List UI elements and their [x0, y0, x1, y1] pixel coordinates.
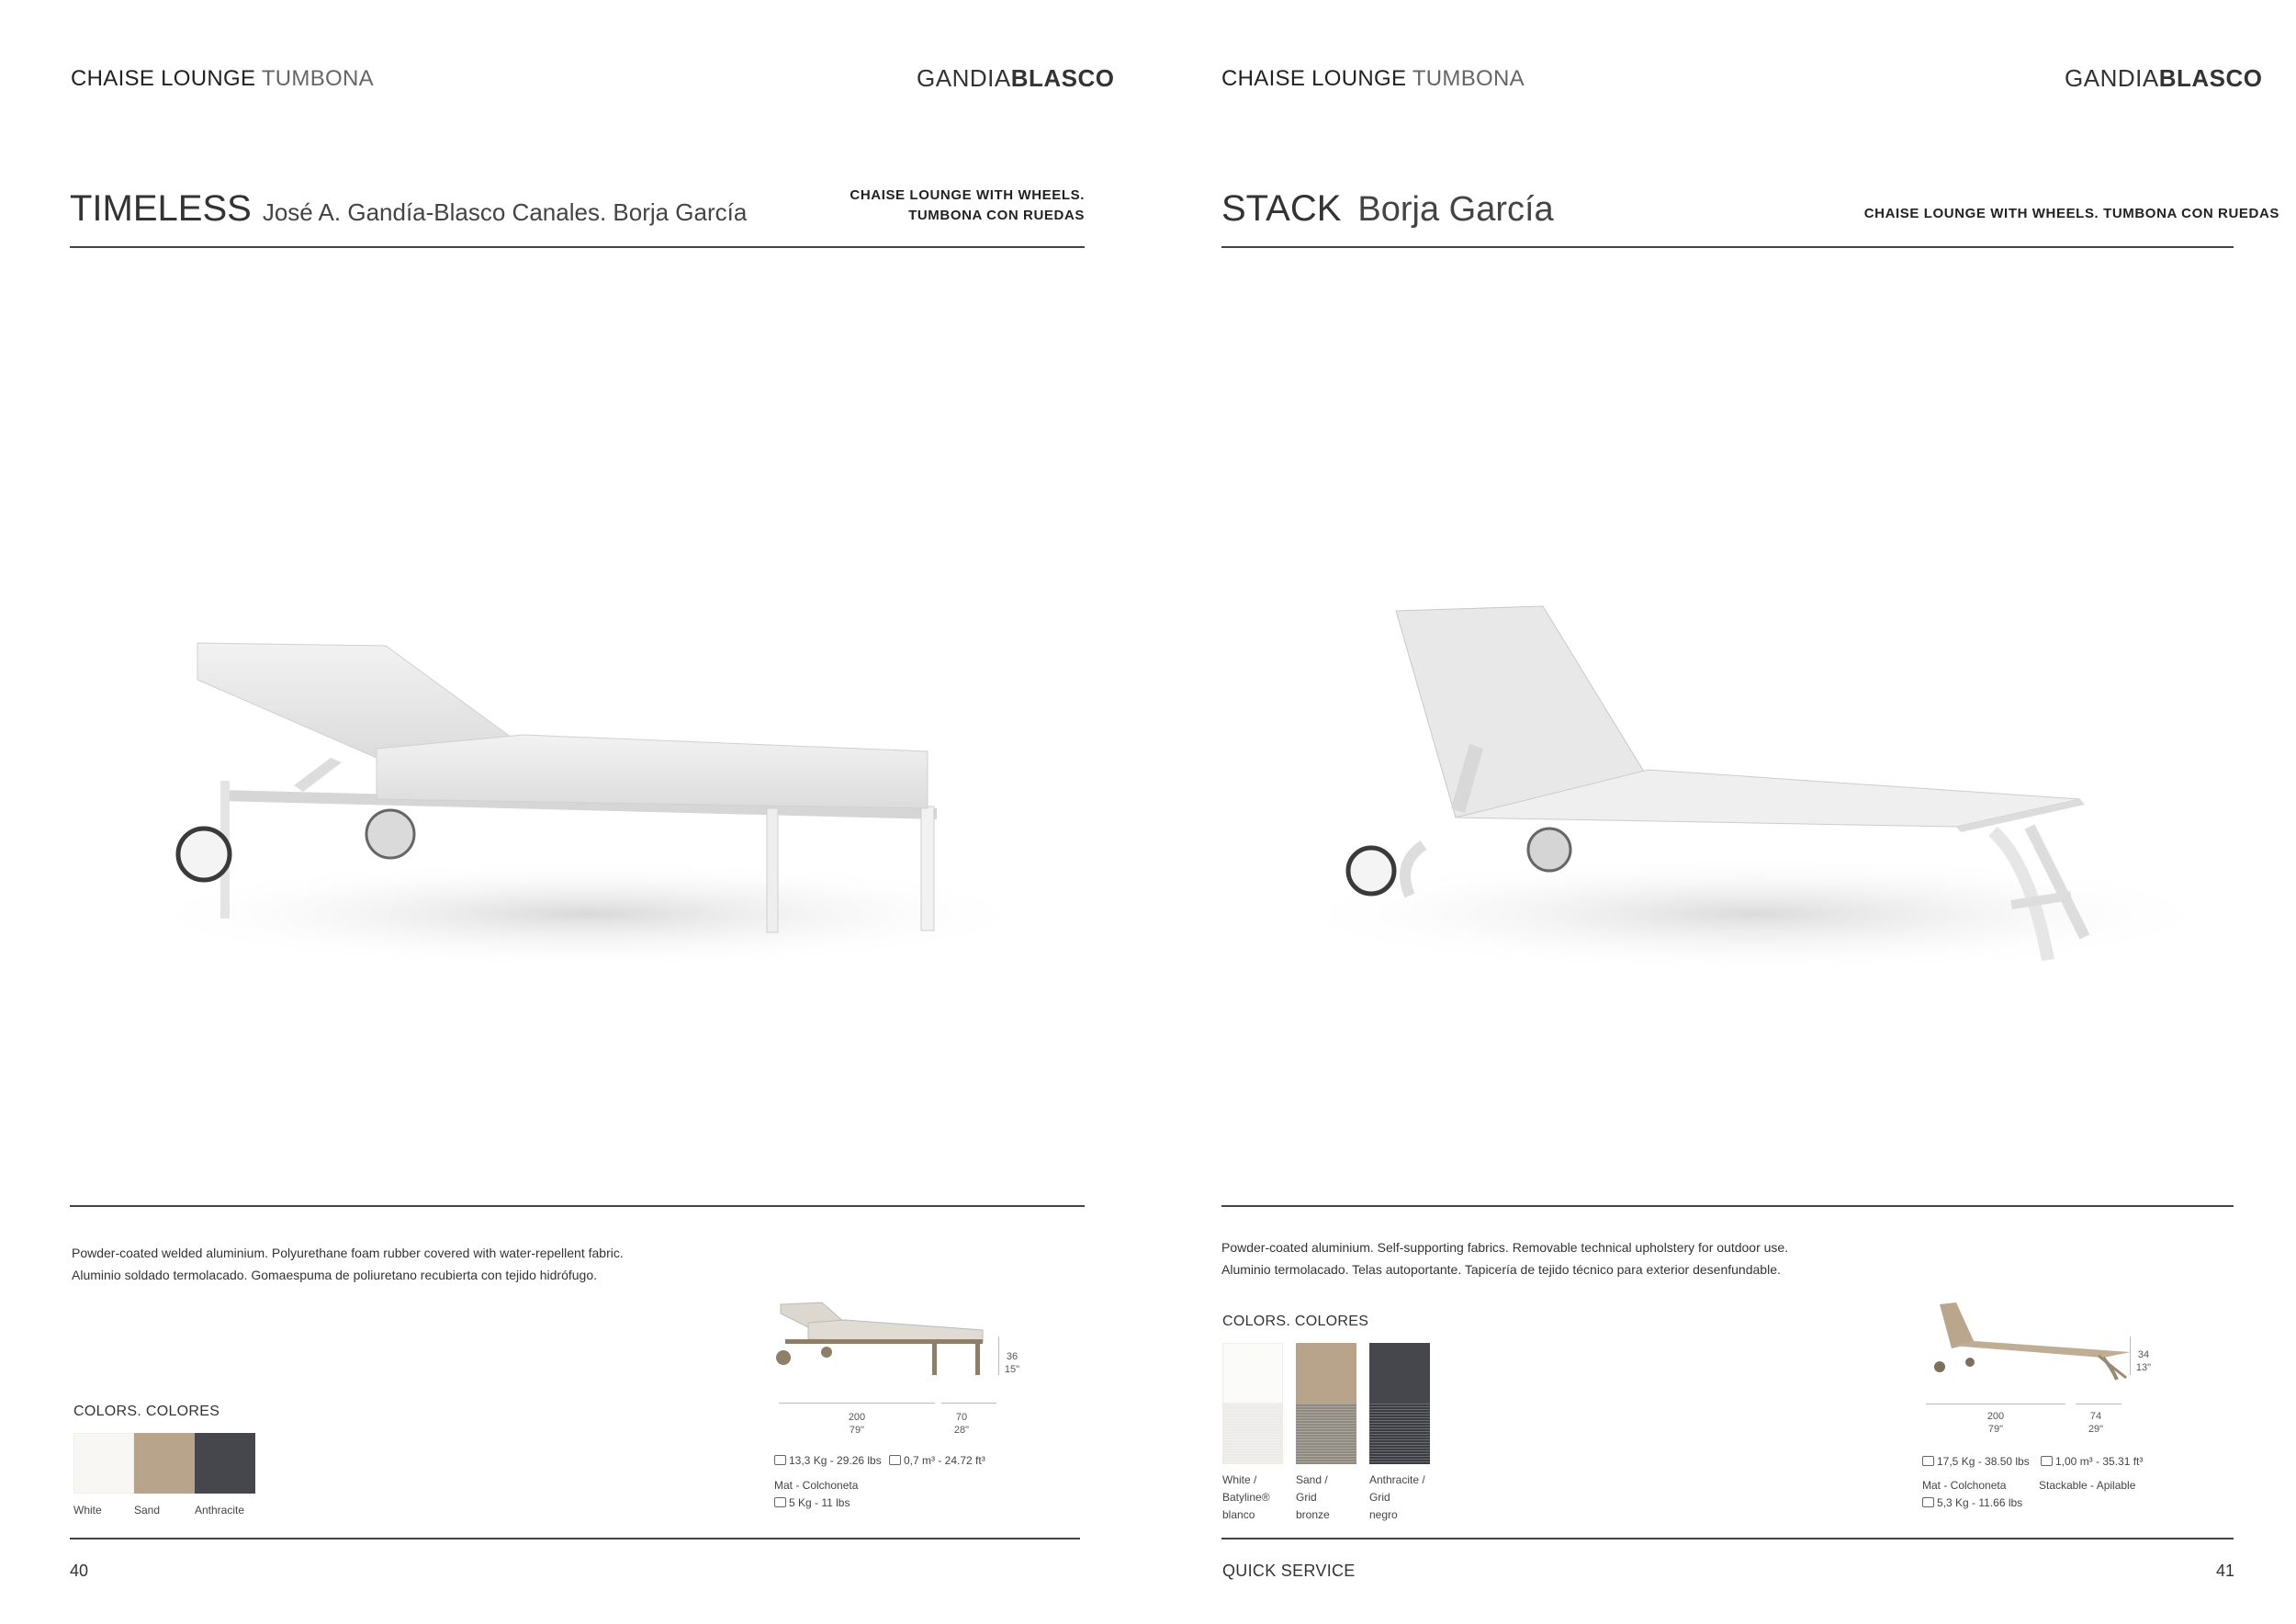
weight-icon — [774, 1455, 786, 1465]
color-swatch — [1296, 1343, 1356, 1404]
spec-mat-weight: 5 Kg - 11 lbs — [774, 1494, 850, 1511]
color-swatch-label: White — [73, 1504, 102, 1517]
dimension-width: 74 29" — [2088, 1411, 2104, 1435]
section-header-main: CHAISE LOUNGE — [1221, 66, 1407, 91]
subtitle-line1: CHAISE LOUNGE WITH WHEELS. — [850, 187, 1085, 203]
section-header — [1221, 66, 1525, 92]
box-icon — [2041, 1456, 2053, 1466]
length-marker — [779, 1403, 935, 1404]
brand-light: GANDIA — [917, 64, 1011, 92]
weight-icon — [1922, 1497, 1934, 1507]
dimension-length: 200 79" — [1986, 1411, 2005, 1435]
title-rule — [1221, 246, 2234, 248]
product-designer: José A. Gandía-Blasco Canales. Borja García — [262, 198, 748, 226]
color-swatch-label: Grid — [1296, 1491, 1317, 1504]
product-description — [1221, 1236, 1788, 1280]
spec-volume: 0,7 m³ - 24.72 ft³ — [889, 1452, 985, 1469]
product-designer: Borja García — [1357, 190, 1554, 229]
description-en: Powder-coated aluminium. Self-supporting fabrics. Removable technical upholstery for outdoor use. — [1221, 1240, 1789, 1255]
stack-product-image — [1148, 551, 2296, 1286]
subtitle-line2: TUMBONA CON RUEDAS — [908, 208, 1085, 223]
timeless-thumbnail — [771, 1295, 992, 1387]
color-swatch-label: Batyline® — [1222, 1491, 1270, 1504]
color-swatch-label: Grid — [1369, 1491, 1390, 1504]
spec-mat-label: Mat - Colchoneta — [1922, 1479, 2007, 1492]
color-swatch — [73, 1433, 134, 1494]
dimension-height: 36 15" — [1004, 1351, 1020, 1375]
color-swatch-label: bronze — [1296, 1508, 1330, 1521]
color-swatch — [134, 1433, 195, 1494]
brand-logo — [917, 64, 1114, 93]
fabric-swatch — [1222, 1404, 1283, 1464]
width-marker — [941, 1403, 996, 1404]
spec-mat-label: Mat - Colchoneta — [774, 1479, 859, 1492]
brand-light: GANDIA — [2065, 64, 2159, 92]
colors-title: COLORS. COLORES — [1222, 1314, 1369, 1329]
timeless-product-image — [0, 551, 1148, 1286]
spec-mat-weight: 5,3 Kg - 11.66 lbs — [1922, 1494, 2022, 1511]
page-number: 41 — [2216, 1562, 2235, 1580]
title-rule — [70, 246, 1085, 248]
product-subtitle — [1864, 204, 2279, 224]
dimension-length: 200 79" — [848, 1412, 866, 1436]
color-swatch-label: negro — [1369, 1508, 1398, 1521]
product-name: TIMELESS — [70, 188, 252, 229]
description-rule — [70, 1205, 1085, 1207]
color-swatch-label: Anthracite / — [1369, 1473, 1425, 1486]
product-title — [1221, 188, 1554, 230]
product-name: STACK — [1221, 188, 1342, 229]
spec-weight: 17,5 Kg - 38.50 lbs — [1922, 1453, 2030, 1470]
weight-icon — [1922, 1456, 1934, 1466]
color-swatch — [195, 1433, 255, 1494]
description-es: Aluminio termolacado. Telas autoportante. Tapicería de tejido técnico para exterior desenfundable. — [1221, 1262, 1781, 1277]
section-header-light: TUMBONA — [261, 66, 374, 91]
description-en: Powder-coated welded aluminium. Polyurethane foam rubber covered with water-repellent fabric. — [72, 1246, 624, 1260]
stack-thumbnail — [1919, 1295, 2140, 1387]
color-swatch-label: Sand — [134, 1504, 161, 1517]
color-swatch — [1222, 1343, 1283, 1404]
subtitle-line1: CHAISE LOUNGE WITH WHEELS. TUMBONA CON RUEDAS — [1863, 206, 2279, 221]
color-swatch-label: White / — [1222, 1473, 1257, 1486]
product-title — [70, 188, 747, 230]
color-swatch-label: blanco — [1222, 1508, 1255, 1521]
quick-service-label: QUICK SERVICE — [1222, 1562, 1356, 1580]
color-swatch — [1369, 1343, 1430, 1404]
spec-stackable: Stackable - Apilable — [2039, 1479, 2136, 1492]
colors-title: COLORS. COLORES — [73, 1404, 220, 1419]
brand-bold: BLASCO — [2158, 64, 2263, 92]
brand-bold: BLASCO — [1010, 64, 1115, 92]
section-header — [71, 66, 374, 92]
brand-logo — [2065, 64, 2262, 93]
right-page — [1148, 0, 2296, 1624]
fabric-swatch — [1369, 1404, 1430, 1464]
spec-volume: 1,00 m³ - 35.31 ft³ — [2041, 1453, 2143, 1470]
product-description — [72, 1242, 624, 1286]
footer-rule — [70, 1538, 1080, 1539]
product-subtitle — [850, 186, 1085, 226]
dimension-width: 70 28" — [953, 1412, 970, 1436]
box-icon — [889, 1455, 901, 1465]
section-header-light: TUMBONA — [1412, 66, 1525, 91]
color-swatch-label: Sand / — [1296, 1473, 1328, 1486]
description-rule — [1221, 1205, 2234, 1207]
page-number: 40 — [70, 1562, 89, 1580]
dimension-height: 34 13" — [2135, 1349, 2152, 1373]
section-header-main: CHAISE LOUNGE — [71, 66, 256, 91]
color-swatch-label: Anthracite — [195, 1504, 245, 1517]
spec-weight: 13,3 Kg - 29.26 lbs — [774, 1452, 882, 1469]
footer-rule — [1221, 1538, 2234, 1539]
weight-icon — [774, 1497, 786, 1507]
fabric-swatch — [1296, 1404, 1356, 1464]
description-es: Aluminio soldado termolacado. Gomaespuma de poliuretano recubierta con tejido hidrófugo. — [72, 1268, 598, 1282]
